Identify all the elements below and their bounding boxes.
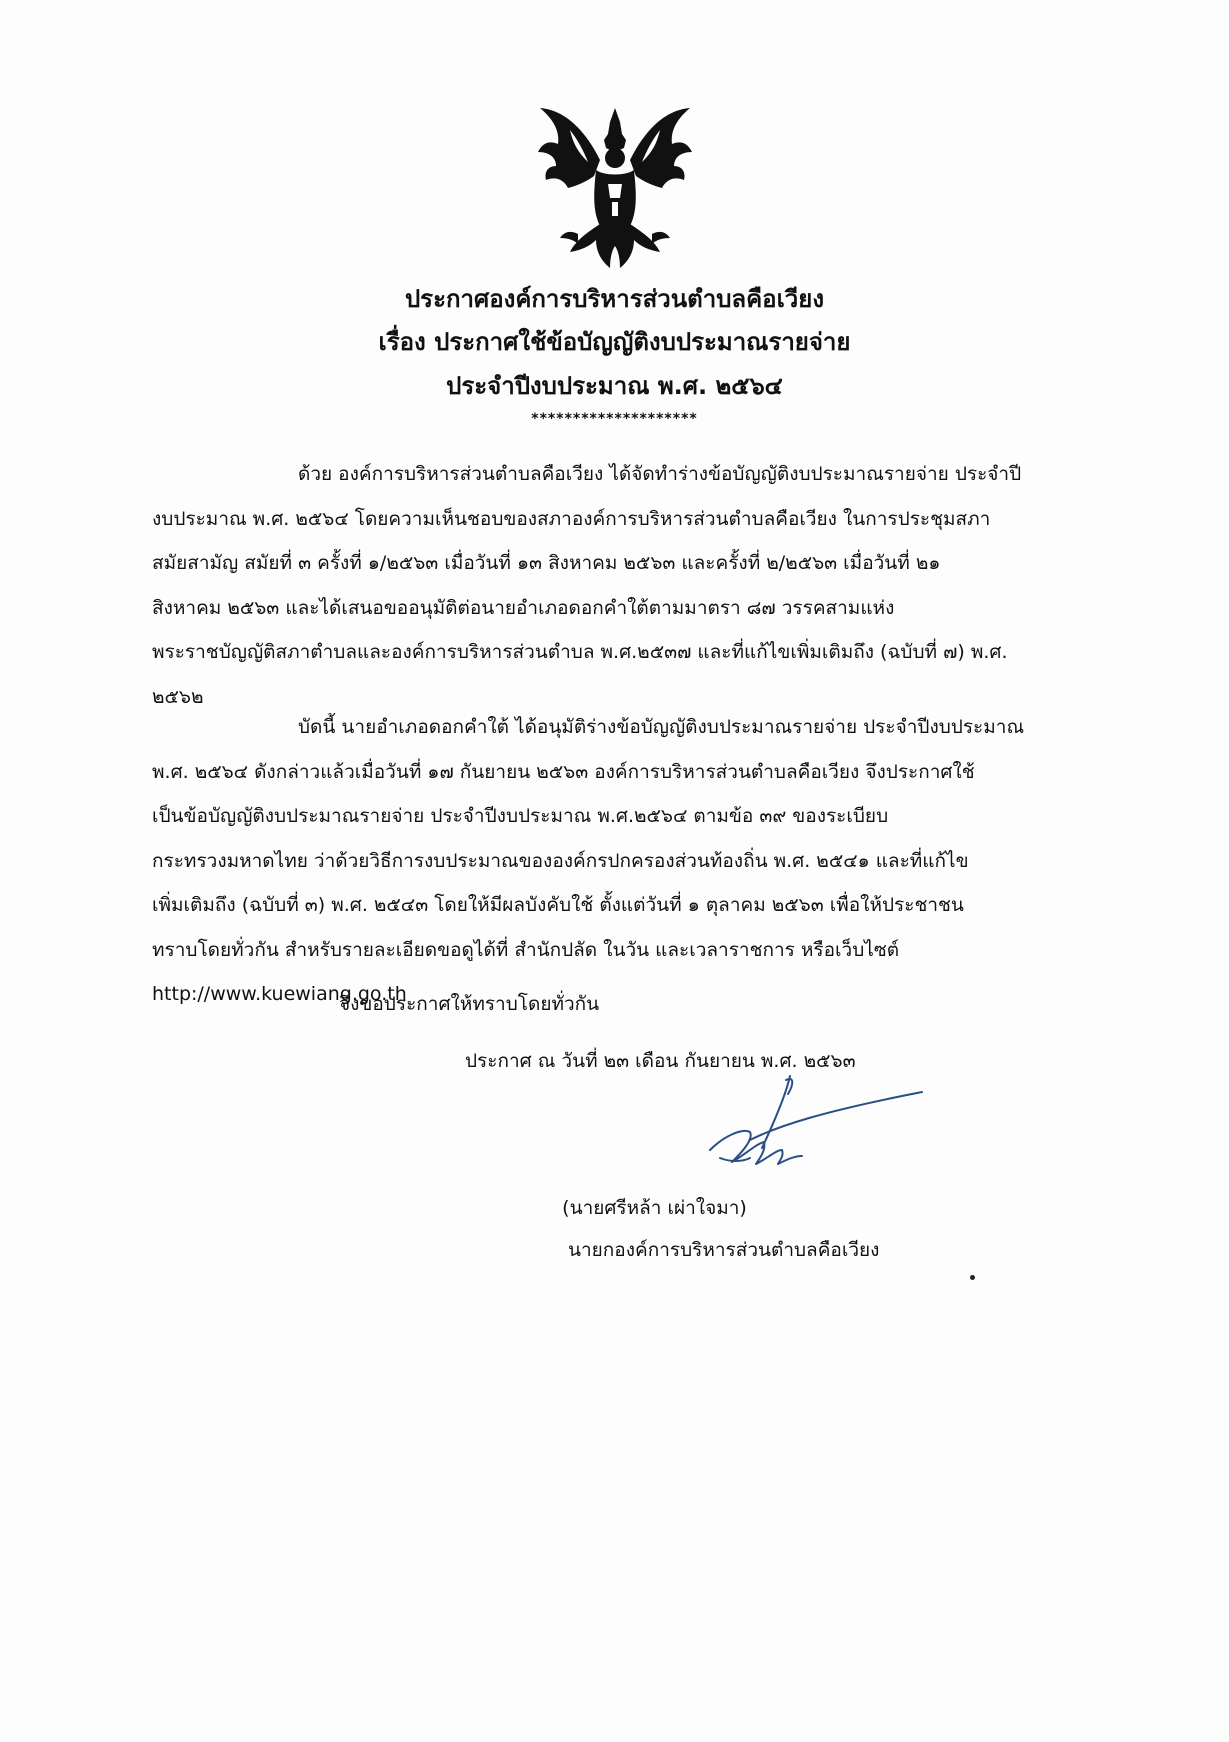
announcement-heading: ประกาศองค์การบริหารส่วนตำบลคือเวียง [404, 285, 825, 313]
handwritten-signature [690, 1070, 930, 1180]
paragraph-line: สมัยสามัญ สมัยที่ ๓ ครั้งที่ ๑/๒๕๖๓ เมื่อวันที่ ๑๓ สิงหาคม ๒๕๖๓ และครั้งที่ ๒/๒๕๖๓ เมื่อวันที่ ๒๑ [152, 552, 941, 574]
paragraph-line: งบประมาณ พ.ศ. ๒๕๖๔ โดยความเห็นชอบของสภาองค์การบริหารส่วนตำบลคือเวียง ในการประชุมสภา [152, 507, 991, 530]
paragraph-line: บัดนี้ นายอำเภอดอกคำใต้ ได้อนุมัติร่างข้อบัญญัติงบประมาณรายจ่าย ประจำปีงบประมาณ [298, 716, 1025, 738]
paragraph-1 [152, 452, 1092, 719]
paragraph-line: พ.ศ. ๒๕๖๔ ดังกล่าวแล้วเมื่อวันที่ ๑๗ กันยายน ๒๕๖๓ องค์การบริหารส่วนตำบลคือเวียง จึงประกาศใช้ [152, 760, 975, 783]
paragraph-line: กระทรวงมหาดไทย ว่าด้วยวิธีการงบประมาณขององค์กรปกครองส่วนท้องถิ่น พ.ศ. ๒๕๔๑ และที่แก้ไข [152, 849, 969, 872]
closing-statement: จึงขอประกาศให้ทราบโดยทั่วกัน [339, 993, 600, 1015]
signer-name [0, 1193, 1229, 1223]
signer-name-text: (นายศรีหล้า เผ่าใจมา) [562, 1197, 747, 1219]
paragraph-line: ๒๕๖๒ [152, 685, 204, 708]
announcement-fiscal-year: ประจำปีงบประมาณ พ.ศ. ๒๕๖๔ [446, 372, 783, 400]
heading-separator: ******************** [531, 411, 698, 427]
paragraph-line: เป็นข้อบัญญัติงบประมาณรายจ่าย ประจำปีงบประมาณ พ.ศ.๒๕๖๔ ตามข้อ ๓๙ ของระเบียบ [152, 805, 889, 827]
signer-title: นายกองค์การบริหารส่วนตำบลคือเวียง [568, 1239, 880, 1261]
paragraph-line: สิงหาคม ๒๕๖๓ และได้เสนอขออนุมัติต่อนายอำเภอดอกคำใต้ตามมาตรา ๘๗ วรรคสามแห่ง [152, 596, 895, 619]
announcement-subject: เรื่อง ประกาศใช้ข้อบัญญัติงบประมาณรายจ่าย [378, 328, 851, 356]
paragraph-line: ทราบโดยทั่วกัน สำหรับรายละเอียดขอดูได้ที่ สำนักปลัด ในวัน และเวลาราชการ หรือเว็บไซต์ [152, 938, 900, 961]
stray-mark [970, 1275, 975, 1280]
paragraph-line: เพิ่มเติมถึง (ฉบับที่ ๓) พ.ศ. ๒๕๔๓ โดยให้มีผลบังคับใช้ ตั้งแต่วันที่ ๑ ตุลาคม ๒๕๖๓ เพื่อให้ประชาชน [152, 894, 964, 916]
paragraph-line: ด้วย องค์การบริหารส่วนตำบลคือเวียง ได้จัดทำร่างข้อบัญญัติงบประมาณรายจ่าย ประจำปี [298, 463, 1022, 485]
announcement-date: ประกาศ ณ วันที่ ๒๓ เดือน กันยายน พ.ศ. ๒๕๖๓ [465, 1050, 856, 1072]
paragraph-line: พระราชบัญญัติสภาตำบลและองค์การบริหารส่วนตำบล พ.ศ.๒๕๓๗ และที่แก้ไขเพิ่มเติมถึง (ฉบับที่ ๗) พ.ศ. [152, 641, 1008, 663]
garuda-emblem-icon [530, 100, 700, 280]
website-url: http://www.kuewiang.go.th [152, 983, 407, 1005]
paragraph-2 [152, 705, 1092, 1017]
